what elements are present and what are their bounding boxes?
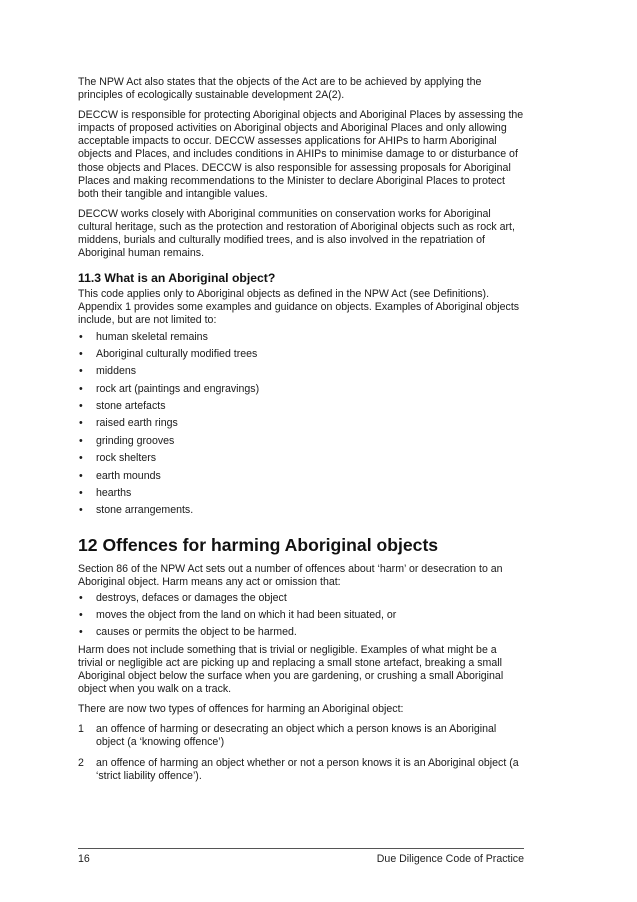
numbered-item: 2 an offence of harming an object whether or not a person knows it is an Aboriginal object (a ‘strict liability offence’). [78,756,519,782]
numbered-item: 1 an offence of harming or desecrating an object which a person knows is an Aboriginal object (a ‘knowing offence’) [78,723,497,749]
offence-types-list [78,723,524,782]
list-item: • stone arrangements. [79,504,194,517]
list-item: • moves the object from the land on which it had been situated, or [79,609,397,622]
list-item: • causes or permits the object to be harmed. [79,626,297,639]
list-item: • stone artefacts [79,400,166,413]
aboriginal-objects-list [78,331,524,518]
list-item: • raised earth rings [79,417,178,430]
section-12-intro: Section 86 of the NPW Act sets out a number of offences about ‘harm’ or desecration to an Aboriginal object. Harm means any act or omission that: [78,562,503,588]
list-item: • human skeletal remains [79,330,208,343]
list-item: • rock shelters [79,452,157,465]
paragraph-deccw-communities: DECCW works closely with Aboriginal communities on conservation works for Aboriginal cultural heritage, such as the protection and restoration of Aboriginal objects such as rock art, middens, burials and culturally modified trees, and is also involved in the repatriation of Aboriginal human remains. [78,207,515,260]
list-item: • grinding grooves [79,434,175,447]
section-heading-11-3: 11.3 What is an Aboriginal object? [78,271,276,286]
list-item: • hearths [79,487,132,500]
list-item: • middens [79,365,137,378]
page-content [78,76,524,790]
page-number: 16 [78,853,90,865]
harm-definition-list [78,592,524,640]
page-footer [78,848,524,866]
list-item: • Aboriginal culturally modified trees [79,347,258,360]
paragraph-harm-trivial: Harm does not include something that is trivial or negligible. Examples of what might be a trivial or negligible act are picking up and replacing a small stone artefact, breaking a small Aboriginal object below the surface when you are gardening, or crushing a small Aboriginal object when you walk on a track. [78,643,504,696]
paragraph-npw-act: The NPW Act also states that the objects of the Act are to be achieved by applying the principles of ecologically sustainable development 2A(2). [78,76,482,102]
list-item: • destroys, defaces or damages the object [79,591,287,604]
list-item: • rock art (paintings and engravings) [79,382,260,395]
paragraph-deccw-responsibility: DECCW is responsible for protecting Aboriginal objects and Aboriginal Places by assessing the impacts of proposed activities on Aboriginal objects and Aboriginal Places and only allowing acceptable impacts to occur. DECCW assesses applications for AHIPs to harm Aboriginal objects and Places, and includes conditions in AHIPs to minimise damage to or disturbance of those objects and Places. DECCW is also responsible for assessing proposals for Aboriginal Places and making recommendations to the Minister to declare Aboriginal Places to protect both their tangible and intangible values. [78,109,524,200]
section-11-3-intro: This code applies only to Aboriginal objects as defined in the NPW Act (see Definitions). Appendix 1 provides some examples and guidance on objects. Examples of Aboriginal objects include, but are not limited to: [78,288,520,327]
document-title: Due Diligence Code of Practice [376,853,524,865]
paragraph-offence-types: There are now two types of offences for harming an Aboriginal object: [78,703,404,716]
section-heading-12: 12 Offences for harming Aboriginal objects [78,534,439,555]
list-item: • earth mounds [79,469,161,482]
